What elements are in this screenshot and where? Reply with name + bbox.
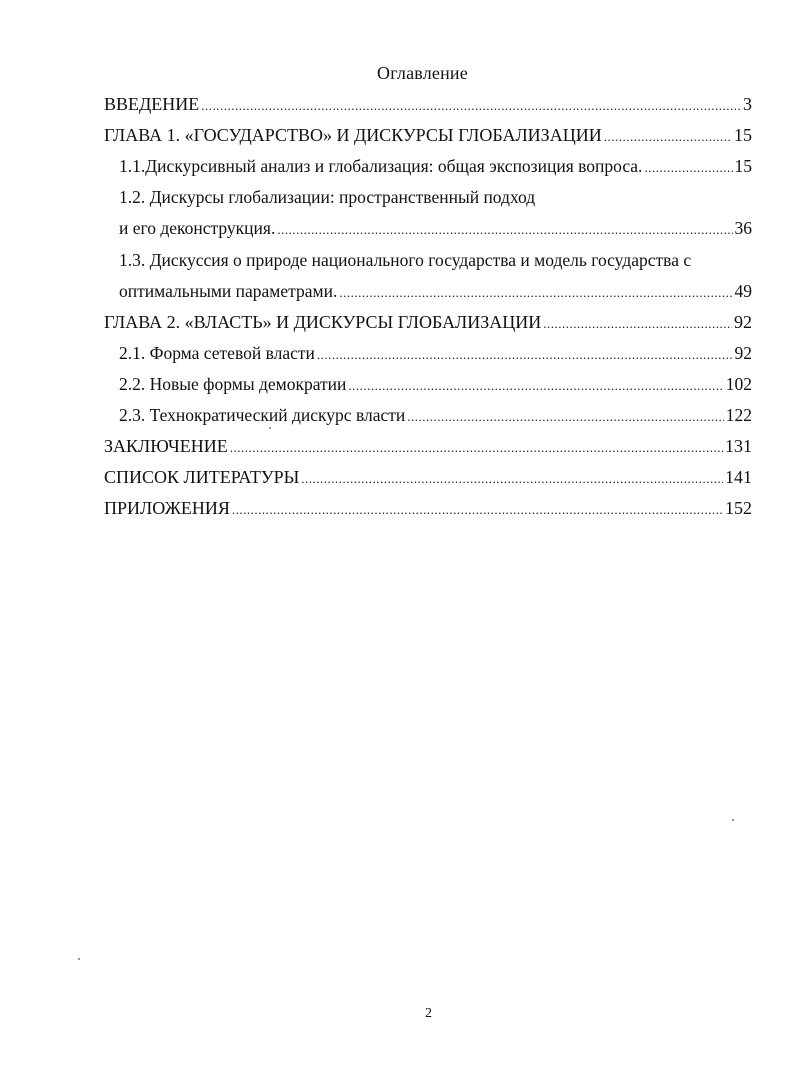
leader-dots <box>644 157 732 179</box>
leader-dots <box>348 375 723 397</box>
toc-entry-label: и его деконструкция. <box>119 218 276 238</box>
toc-entry-label: СПИСОК ЛИТЕРАТУРЫ <box>104 467 300 487</box>
leader-dots <box>317 344 733 366</box>
toc-entry-chapter-1[interactable] <box>104 124 752 148</box>
scan-speck <box>78 958 80 960</box>
leader-dots <box>277 219 732 241</box>
toc-entry-introduction[interactable] <box>104 93 752 117</box>
leader-dots <box>543 313 732 335</box>
toc-entry-label: ГЛАВА 2. «ВЛАСТЬ» И ДИСКУРСЫ ГЛОБАЛИЗАЦИИ <box>104 312 542 332</box>
toc-entry-label: 2.1. Форма сетевой власти <box>119 343 315 363</box>
toc-entry-section-1-2[interactable] <box>119 217 752 241</box>
leader-dots <box>301 468 723 490</box>
toc-entry-section-2-3[interactable] <box>119 404 752 428</box>
toc-entry-page: 15 <box>734 125 752 145</box>
toc-entry-page: 122 <box>725 405 752 425</box>
page-number: 2 <box>425 1006 432 1021</box>
scan-speck <box>269 427 271 429</box>
leader-dots <box>339 282 732 304</box>
toc-entry-label: 2.2. Новые формы демократии <box>119 374 347 394</box>
toc-entry-page: 49 <box>734 281 752 301</box>
toc-entry-label: 2.3. Технократический дискурс власти <box>119 405 406 425</box>
toc-entry-page: 102 <box>725 374 752 394</box>
toc-entry-section-1-2-line1[interactable]: 1.2. Дискурсы глобализации: пространственный подход <box>119 187 536 207</box>
toc-entry-page: 131 <box>725 436 752 456</box>
toc-entry-page: 92 <box>734 312 752 332</box>
toc-entry-page: 15 <box>734 156 752 176</box>
toc-entry-appendices[interactable] <box>104 497 752 521</box>
leader-dots <box>407 406 723 428</box>
toc-entry-section-2-2[interactable] <box>119 373 752 397</box>
toc-entry-page: 3 <box>743 94 752 114</box>
toc-entry-label: ВВЕДЕНИЕ <box>104 94 200 114</box>
toc-entry-label: ПРИЛОЖЕНИЯ <box>104 498 230 518</box>
toc-entry-page: 92 <box>734 343 752 363</box>
toc-entry-page: 36 <box>734 218 752 238</box>
toc-entry-section-1-1[interactable] <box>119 155 752 179</box>
toc-entry-section-1-3-line1[interactable]: 1.3. Дискуссия о природе национального государства и модель государства с <box>119 250 692 270</box>
leader-dots <box>201 95 741 117</box>
toc-entry-bibliography[interactable] <box>104 466 752 490</box>
leader-dots <box>230 437 723 459</box>
toc-entry-page: 152 <box>725 498 752 518</box>
leader-dots <box>232 499 723 521</box>
toc-title: Оглавление <box>377 63 468 83</box>
toc-entry-section-2-1[interactable] <box>119 342 752 366</box>
toc-entry-conclusion[interactable] <box>104 435 752 459</box>
leader-dots <box>604 126 732 148</box>
toc-entry-label: оптимальными параметрами. <box>119 281 338 301</box>
toc-entry-label: 1.1.Дискурсивный анализ и глобализация: общая экспозиция вопроса. <box>119 156 643 176</box>
toc-entry-label: ЗАКЛЮЧЕНИЕ <box>104 436 228 456</box>
toc-entry-chapter-2[interactable] <box>104 311 752 335</box>
toc-entry-label: ГЛАВА 1. «ГОСУДАРСТВО» И ДИСКУРСЫ ГЛОБАЛИЗАЦИИ <box>104 125 602 145</box>
scan-speck <box>732 819 734 821</box>
toc-entry-page: 141 <box>725 467 752 487</box>
toc-entry-section-1-3[interactable] <box>119 280 752 304</box>
